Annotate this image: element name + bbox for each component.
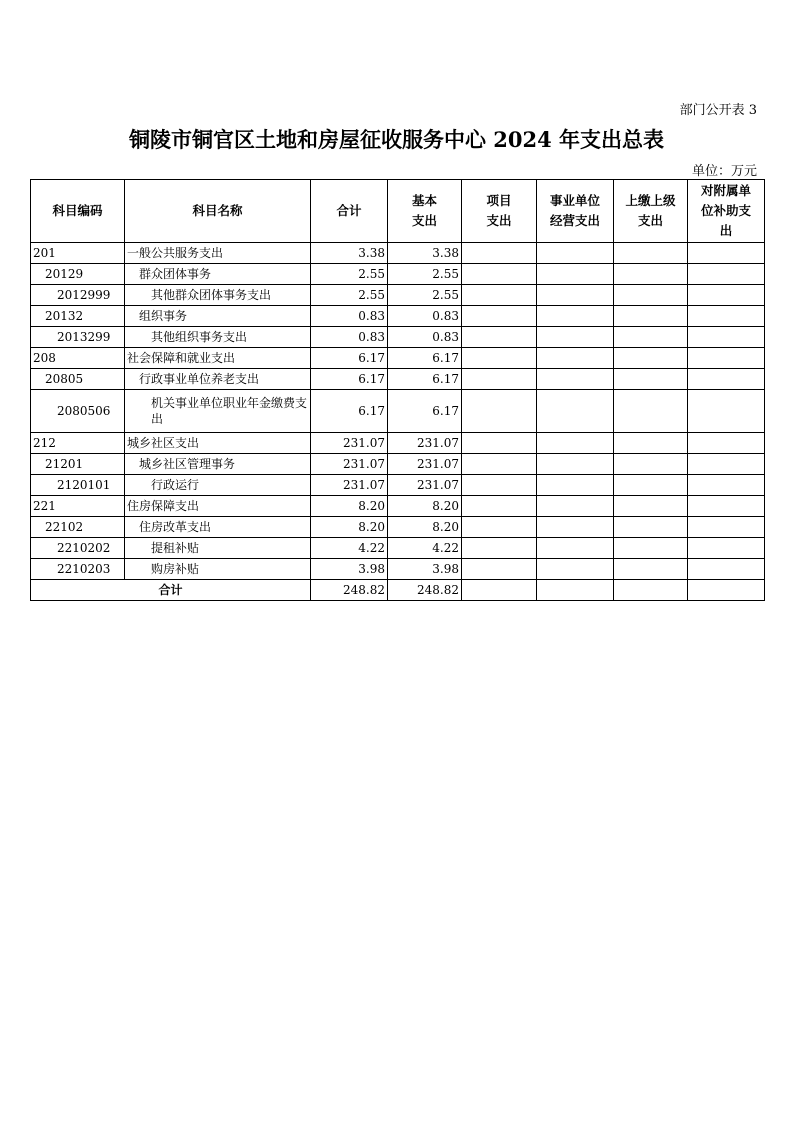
amount-project — [462, 285, 537, 306]
subject-code: 2210202 — [31, 538, 125, 559]
subject-name: 社会保障和就业支出 — [125, 348, 311, 369]
amount-project — [462, 327, 537, 348]
amount-total: 6.17 — [311, 369, 388, 390]
total-project — [462, 580, 537, 601]
amount-subsidy — [688, 454, 765, 475]
table-row — [31, 264, 765, 285]
table-row — [31, 369, 765, 390]
amount-project — [462, 538, 537, 559]
table-row — [31, 327, 765, 348]
amount-business — [537, 369, 614, 390]
table-row — [31, 454, 765, 475]
amount-business — [537, 243, 614, 264]
amount-business — [537, 538, 614, 559]
amount-total: 0.83 — [311, 306, 388, 327]
amount-project — [462, 369, 537, 390]
subject-name: 其他群众团体事务支出 — [125, 285, 311, 306]
table-row — [31, 496, 765, 517]
amount-total: 3.38 — [311, 243, 388, 264]
total-amount: 248.82 — [311, 580, 388, 601]
total-subsidy — [688, 580, 765, 601]
amount-upper — [614, 369, 688, 390]
column-header: 科目编码 — [31, 180, 125, 243]
table-row — [31, 243, 765, 264]
amount-total: 8.20 — [311, 517, 388, 538]
amount-project — [462, 433, 537, 454]
page-title: 铜陵市铜官区土地和房屋征收服务中心 2024 年支出总表 — [128, 127, 665, 152]
amount-project — [462, 496, 537, 517]
amount-total: 6.17 — [311, 348, 388, 369]
subject-name: 住房改革支出 — [125, 517, 311, 538]
table-row — [31, 517, 765, 538]
amount-business — [537, 496, 614, 517]
subject-name: 城乡社区支出 — [125, 433, 311, 454]
amount-subsidy — [688, 496, 765, 517]
subject-code: 2120101 — [31, 475, 125, 496]
amount-basic: 3.98 — [388, 559, 462, 580]
amount-project — [462, 559, 537, 580]
amount-project — [462, 243, 537, 264]
subject-code: 221 — [31, 496, 125, 517]
amount-total: 231.07 — [311, 454, 388, 475]
amount-project — [462, 390, 537, 433]
subject-code: 20132 — [31, 306, 125, 327]
column-header: 合计 — [311, 180, 388, 243]
amount-basic: 3.38 — [388, 243, 462, 264]
amount-upper — [614, 496, 688, 517]
table-row — [31, 390, 765, 433]
amount-project — [462, 264, 537, 285]
amount-subsidy — [688, 285, 765, 306]
subject-code: 2210203 — [31, 559, 125, 580]
amount-upper — [614, 264, 688, 285]
amount-subsidy — [688, 243, 765, 264]
amount-total: 0.83 — [311, 327, 388, 348]
amount-subsidy — [688, 538, 765, 559]
amount-business — [537, 433, 614, 454]
amount-business — [537, 327, 614, 348]
subject-code: 20129 — [31, 264, 125, 285]
amount-total: 4.22 — [311, 538, 388, 559]
amount-basic: 231.07 — [388, 433, 462, 454]
amount-subsidy — [688, 264, 765, 285]
amount-project — [462, 306, 537, 327]
amount-total: 231.07 — [311, 475, 388, 496]
table-row — [31, 475, 765, 496]
amount-subsidy — [688, 327, 765, 348]
amount-business — [537, 306, 614, 327]
subject-name: 群众团体事务 — [125, 264, 311, 285]
amount-basic: 6.17 — [388, 369, 462, 390]
amount-subsidy — [688, 517, 765, 538]
subject-code: 212 — [31, 433, 125, 454]
amount-total: 6.17 — [311, 390, 388, 433]
subject-code: 2012999 — [31, 285, 125, 306]
amount-business — [537, 454, 614, 475]
subject-code: 21201 — [31, 454, 125, 475]
amount-subsidy — [688, 369, 765, 390]
unit-label: 单位：万元 — [691, 164, 757, 179]
amount-subsidy — [688, 475, 765, 496]
table-body — [31, 243, 765, 601]
subject-name: 行政事业单位养老支出 — [125, 369, 311, 390]
amount-total: 231.07 — [311, 433, 388, 454]
subject-name: 组织事务 — [125, 306, 311, 327]
amount-upper — [614, 475, 688, 496]
amount-basic: 0.83 — [388, 327, 462, 348]
table-row — [31, 285, 765, 306]
amount-total: 2.55 — [311, 264, 388, 285]
amount-project — [462, 454, 537, 475]
amount-basic: 2.55 — [388, 285, 462, 306]
amount-business — [537, 264, 614, 285]
subject-name: 住房保障支出 — [125, 496, 311, 517]
amount-total: 3.98 — [311, 559, 388, 580]
column-header: 基本 支出 — [388, 180, 462, 243]
column-header: 科目名称 — [125, 180, 311, 243]
expenditure-table — [30, 179, 765, 601]
amount-subsidy — [688, 559, 765, 580]
amount-project — [462, 475, 537, 496]
column-header: 项目 支出 — [462, 180, 537, 243]
subject-code: 208 — [31, 348, 125, 369]
amount-upper — [614, 517, 688, 538]
subject-name: 提租补贴 — [125, 538, 311, 559]
amount-basic: 8.20 — [388, 517, 462, 538]
amount-upper — [614, 243, 688, 264]
amount-upper — [614, 538, 688, 559]
amount-subsidy — [688, 390, 765, 433]
amount-total: 8.20 — [311, 496, 388, 517]
amount-project — [462, 517, 537, 538]
amount-upper — [614, 433, 688, 454]
total-upper — [614, 580, 688, 601]
amount-subsidy — [688, 433, 765, 454]
amount-basic: 231.07 — [388, 454, 462, 475]
subject-name: 其他组织事务支出 — [125, 327, 311, 348]
column-header: 事业单位 经营支出 — [537, 180, 614, 243]
amount-basic: 8.20 — [388, 496, 462, 517]
total-business — [537, 580, 614, 601]
amount-basic: 6.17 — [388, 390, 462, 433]
table-row — [31, 433, 765, 454]
table-total-row — [31, 580, 765, 601]
amount-total: 2.55 — [311, 285, 388, 306]
subject-name: 购房补贴 — [125, 559, 311, 580]
subject-code: 2013299 — [31, 327, 125, 348]
amount-business — [537, 348, 614, 369]
amount-upper — [614, 454, 688, 475]
amount-upper — [614, 348, 688, 369]
amount-project — [462, 348, 537, 369]
amount-upper — [614, 285, 688, 306]
subject-name: 机关事业单位职业年金缴费支出 — [125, 390, 311, 433]
amount-business — [537, 517, 614, 538]
amount-business — [537, 285, 614, 306]
amount-basic: 6.17 — [388, 348, 462, 369]
amount-upper — [614, 327, 688, 348]
subject-name: 行政运行 — [125, 475, 311, 496]
subject-code: 22102 — [31, 517, 125, 538]
amount-upper — [614, 306, 688, 327]
subject-name: 一般公共服务支出 — [125, 243, 311, 264]
amount-upper — [614, 559, 688, 580]
table-number: 部门公开表 3 — [679, 103, 757, 118]
table-header-row — [31, 180, 765, 243]
table-row — [31, 559, 765, 580]
amount-basic: 4.22 — [388, 538, 462, 559]
subject-code: 2080506 — [31, 390, 125, 433]
subject-code: 20805 — [31, 369, 125, 390]
total-label: 合计 — [31, 580, 311, 601]
amount-business — [537, 390, 614, 433]
table-row — [31, 306, 765, 327]
total-basic: 248.82 — [388, 580, 462, 601]
column-header: 对附属单 位补助支 出 — [688, 180, 765, 243]
amount-basic: 2.55 — [388, 264, 462, 285]
subject-name: 城乡社区管理事务 — [125, 454, 311, 475]
column-header: 上缴上级 支出 — [614, 180, 688, 243]
amount-subsidy — [688, 306, 765, 327]
table-row — [31, 538, 765, 559]
table-row — [31, 348, 765, 369]
amount-upper — [614, 390, 688, 433]
amount-basic: 0.83 — [388, 306, 462, 327]
subject-code: 201 — [31, 243, 125, 264]
amount-business — [537, 559, 614, 580]
amount-basic: 231.07 — [388, 475, 462, 496]
amount-business — [537, 475, 614, 496]
amount-subsidy — [688, 348, 765, 369]
